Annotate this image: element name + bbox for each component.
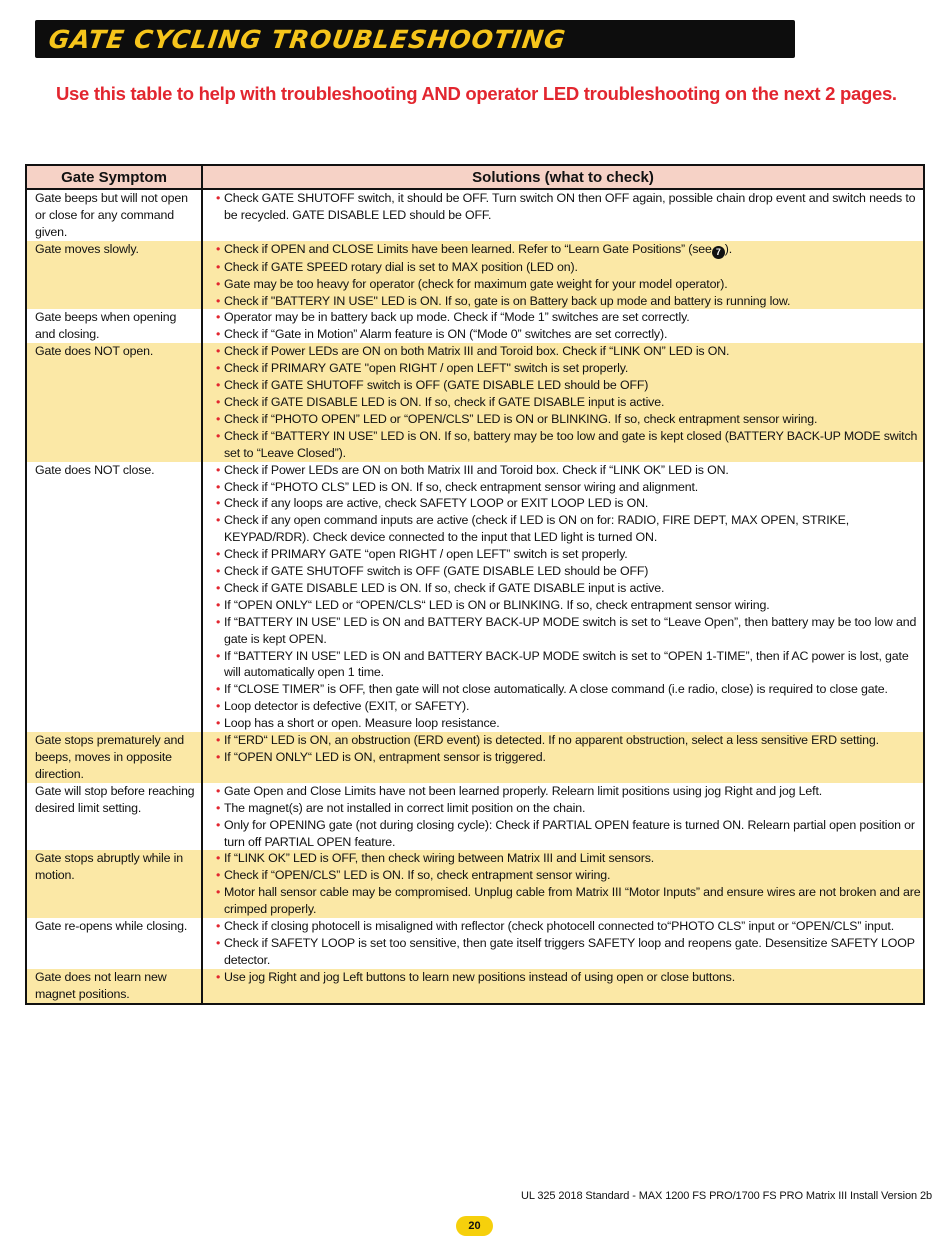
bullet-icon: • bbox=[216, 800, 221, 815]
solution-item bbox=[216, 411, 921, 428]
solution-text: Gate Open and Close Limits have not been learned properly. Relearn limit positions using jog Right and jog Left. bbox=[224, 783, 823, 798]
bullet-icon: • bbox=[216, 614, 221, 629]
bullet-icon: • bbox=[216, 361, 221, 376]
solution-text: Check if any open command inputs are active (check if LED is ON on for: RADIO, FIRE DEPT, MAX OPEN, STRIKE, KEYPAD/RDR). Check device connected to the input that LED light is turned ON. bbox=[224, 513, 850, 545]
solution-item bbox=[216, 309, 921, 326]
solution-text: Check if GATE SPEED rotary dial is set to MAX position (LED on). bbox=[224, 259, 578, 274]
bullet-icon: • bbox=[216, 851, 221, 866]
bullet-icon: • bbox=[216, 969, 221, 984]
table-row bbox=[26, 189, 924, 241]
bullet-icon: • bbox=[216, 276, 221, 291]
bullet-icon: • bbox=[216, 597, 221, 612]
bullet-icon: • bbox=[216, 259, 221, 274]
solution-item bbox=[216, 783, 921, 800]
symptom-cell: Gate does not learn new magnet positions. bbox=[26, 969, 202, 1004]
solution-text: Check if PRIMARY GATE "open RIGHT / open LEFT" switch is set properly. bbox=[224, 361, 629, 376]
troubleshooting-table bbox=[25, 164, 925, 1005]
solutions-cell bbox=[202, 309, 924, 343]
table-row bbox=[26, 732, 924, 783]
solution-text: Check if GATE DISABLE LED is ON. If so, check if GATE DISABLE input is active. bbox=[224, 580, 665, 595]
solutions-cell bbox=[202, 783, 924, 851]
solution-item bbox=[216, 360, 921, 377]
table-row bbox=[26, 850, 924, 918]
reference-suffix: ). bbox=[724, 241, 733, 256]
bullet-icon: • bbox=[216, 496, 221, 511]
bullet-icon: • bbox=[216, 733, 221, 748]
solution-item bbox=[216, 276, 921, 293]
symptom-cell: Gate does NOT open. bbox=[26, 343, 202, 461]
bullet-icon: • bbox=[216, 868, 221, 883]
bullet-icon: • bbox=[216, 783, 221, 798]
solution-text: If “OPEN ONLY“ LED is ON, entrapment sensor is triggered. bbox=[224, 750, 546, 764]
solution-item bbox=[216, 884, 921, 918]
solution-item bbox=[216, 377, 921, 394]
bullet-icon: • bbox=[216, 411, 221, 426]
solution-item bbox=[216, 241, 921, 259]
table-row bbox=[26, 969, 924, 1004]
solution-item bbox=[216, 800, 921, 817]
solution-item bbox=[216, 293, 921, 310]
solution-item bbox=[216, 190, 921, 224]
solution-text: Check if “BATTERY IN USE” LED is ON. If so, battery may be too low and gate is kept closed (BATTERY BACK-UP MODE switch set to “Leave Closed”). bbox=[224, 428, 918, 460]
bullet-icon: • bbox=[216, 293, 221, 308]
solution-item bbox=[216, 935, 921, 969]
solutions-cell bbox=[202, 969, 924, 1004]
bullet-icon: • bbox=[216, 935, 221, 950]
bullet-icon: • bbox=[216, 699, 221, 714]
solution-item bbox=[216, 259, 921, 276]
solution-item bbox=[216, 546, 921, 563]
table-row bbox=[26, 462, 924, 733]
bullet-icon: • bbox=[216, 682, 221, 697]
solution-text: Only for OPENING gate (not during closing cycle): Check if PARTIAL OPEN feature is turned ON. Relearn partial open position or turn off PARTIAL OPEN feature. bbox=[224, 817, 915, 849]
bullet-icon: • bbox=[216, 344, 221, 359]
symptom-cell: Gate re-opens while closing. bbox=[26, 918, 202, 969]
symptom-cell: Gate beeps when opening and closing. bbox=[26, 309, 202, 343]
table-row bbox=[26, 918, 924, 969]
bullet-icon: • bbox=[216, 327, 221, 342]
solution-text: Use jog Right and jog Left buttons to learn new positions instead of using open or close buttons. bbox=[224, 969, 736, 984]
table-row bbox=[26, 309, 924, 343]
table-row bbox=[26, 241, 924, 310]
symptom-cell: Gate stops prematurely and beeps, moves in opposite direction. bbox=[26, 732, 202, 783]
solution-item bbox=[216, 343, 921, 360]
symptom-cell: Gate will stop before reaching desired limit setting. bbox=[26, 783, 202, 851]
table-body bbox=[26, 189, 924, 1004]
header-solutions: Solutions (what to check) bbox=[202, 165, 924, 189]
solution-text: If “BATTERY IN USE” LED is ON and BATTERY BACK-UP MODE switch is set to “OPEN 1-TIME”, then if AC power is lost, gate will automatically open 1 time. bbox=[224, 648, 909, 680]
page-title: GATE CYCLING TROUBLESHOOTING bbox=[46, 24, 568, 54]
solution-item bbox=[216, 495, 921, 512]
solution-text: Operator may be in battery back up mode. Check if “Mode 1” switches are set correctly. bbox=[224, 310, 690, 325]
solution-item bbox=[216, 715, 921, 732]
page-number: 20 bbox=[456, 1216, 493, 1236]
solution-text: Check if “OPEN/CLS” LED is ON. If so, check entrapment sensor wiring. bbox=[224, 868, 611, 883]
solution-text: Check if “PHOTO CLS” LED is ON. If so, check entrapment sensor wiring and alignment. bbox=[224, 479, 699, 494]
solution-item bbox=[216, 918, 921, 935]
solution-text: If “OPEN ONLY“ LED or “OPEN/CLS“ LED is ON or BLINKING. If so, check entrapment sensor wiring. bbox=[224, 597, 770, 612]
solution-text: Check if “Gate in Motion” Alarm feature is ON (“Mode 0” switches are set correctly). bbox=[224, 327, 668, 342]
solution-item bbox=[216, 326, 921, 343]
solution-item bbox=[216, 580, 921, 597]
solution-item bbox=[216, 698, 921, 715]
bullet-icon: • bbox=[216, 394, 221, 409]
solutions-cell bbox=[202, 918, 924, 969]
solution-item bbox=[216, 732, 921, 749]
solution-item bbox=[216, 867, 921, 884]
table-row bbox=[26, 783, 924, 851]
solution-text: Gate may be too heavy for operator (check for maximum gate weight for your model operator). bbox=[224, 276, 728, 291]
solution-text: Check if “PHOTO OPEN” LED or “OPEN/CLS” LED is ON or BLINKING. If so, check entrapment sensor wiring. bbox=[224, 411, 818, 426]
bullet-icon: • bbox=[216, 648, 221, 663]
bullet-icon: • bbox=[216, 716, 221, 731]
symptom-cell: Gate does NOT close. bbox=[26, 462, 202, 733]
solution-text: Check if GATE SHUTOFF switch is OFF (GATE DISABLE LED should be OFF) bbox=[224, 378, 649, 393]
solution-text: Check if PRIMARY GATE “open RIGHT / open LEFT” switch is set properly. bbox=[224, 547, 628, 562]
solution-text: If “LINK OK” LED is OFF, then check wiring between Matrix III and Limit sensors. bbox=[224, 851, 655, 866]
solution-item bbox=[216, 614, 921, 648]
solutions-cell bbox=[202, 732, 924, 783]
solution-item bbox=[216, 817, 921, 851]
solutions-cell bbox=[202, 241, 924, 310]
solutions-cell bbox=[202, 189, 924, 241]
symptom-cell: Gate beeps but will not open or close for any command given. bbox=[26, 189, 202, 241]
symptom-cell: Gate stops abruptly while in motion. bbox=[26, 850, 202, 918]
solution-item bbox=[216, 969, 921, 986]
solution-item bbox=[216, 850, 921, 867]
bullet-icon: • bbox=[216, 462, 221, 477]
solution-item bbox=[216, 462, 921, 479]
symptom-cell: Gate moves slowly. bbox=[26, 241, 202, 310]
bullet-icon: • bbox=[216, 310, 221, 325]
bullet-icon: • bbox=[216, 817, 221, 832]
solution-text: Check GATE SHUTOFF switch, it should be OFF. Turn switch ON then OFF again, possible chain drop event and switch needs to be recycled. GATE DISABLE LED should be OFF. bbox=[224, 191, 916, 222]
bullet-icon: • bbox=[216, 378, 221, 393]
bullet-icon: • bbox=[216, 428, 221, 443]
table-header-row bbox=[26, 165, 924, 189]
solution-text: Loop has a short or open. Measure loop resistance. bbox=[224, 716, 500, 731]
solution-text: Check if OPEN and CLOSE Limits have been learned. Refer to “Learn Gate Positions” (see bbox=[224, 241, 712, 256]
solution-item bbox=[216, 749, 921, 766]
solutions-cell bbox=[202, 343, 924, 461]
instruction-subtitle: Use this table to help with troubleshooting AND operator LED troubleshooting on the next 2 pages. bbox=[56, 83, 897, 104]
solution-text: Check if Power LEDs are ON on both Matrix III and Toroid box. Check if “LINK ON” LED is ON. bbox=[224, 344, 730, 359]
solutions-cell bbox=[202, 462, 924, 733]
footer-text: UL 325 2018 Standard - MAX 1200 FS PRO/1700 FS PRO Matrix III Install Version 2b bbox=[520, 1190, 932, 1202]
solution-item bbox=[216, 563, 921, 580]
solution-item bbox=[216, 597, 921, 614]
solution-text: If “CLOSE TIMER” is OFF, then gate will not close automatically. A close command (i.e radio, close) is required to close gate. bbox=[224, 682, 888, 697]
solution-item bbox=[216, 428, 921, 462]
solution-text: Check if closing photocell is misaligned with reflector (check photocell connected to“PHOTO CLS” input or “OPEN/CLS” input. bbox=[224, 919, 894, 934]
table-row bbox=[26, 343, 924, 461]
header-symptom: Gate Symptom bbox=[26, 165, 202, 189]
bullet-icon: • bbox=[216, 513, 221, 528]
step-reference-badge: 7 bbox=[712, 246, 725, 259]
solution-item bbox=[216, 394, 921, 411]
solutions-cell bbox=[202, 850, 924, 918]
solution-text: If “BATTERY IN USE” LED is ON and BATTERY BACK-UP MODE switch is set to “Leave Open”, then battery may be too low and gate is kept OPEN. bbox=[224, 614, 917, 646]
bullet-icon: • bbox=[216, 580, 221, 595]
bullet-icon: • bbox=[216, 191, 221, 205]
solution-item bbox=[216, 479, 921, 496]
solution-text: Motor hall sensor cable may be compromised. Unplug cable from Matrix III “Motor Inputs” and ensure wires are not broken and are crimped properly. bbox=[224, 885, 921, 917]
solution-text: Check if Power LEDs are ON on both Matrix III and Toroid box. Check if “LINK OK” LED is ON. bbox=[224, 462, 729, 477]
solution-text: Check if GATE DISABLE LED is ON. If so, check if GATE DISABLE input is active. bbox=[224, 394, 665, 409]
bullet-icon: • bbox=[216, 919, 221, 934]
solution-text: Check if GATE SHUTOFF switch is OFF (GATE DISABLE LED should be OFF) bbox=[224, 564, 649, 579]
solution-text: The magnet(s) are not installed in correct limit position on the chain. bbox=[224, 800, 586, 815]
solution-text: Loop detector is defective (EXIT, or SAFETY). bbox=[224, 699, 470, 714]
solution-text: If “ERD“ LED is ON, an obstruction (ERD event) is detected. If no apparent obstruction, select a less sensitive ERD setting. bbox=[224, 733, 879, 748]
bullet-icon: • bbox=[216, 564, 221, 579]
solution-text: Check if any loops are active, check SAFETY LOOP or EXIT LOOP LED is ON. bbox=[224, 496, 649, 511]
solution-item bbox=[216, 681, 921, 698]
bullet-icon: • bbox=[216, 885, 221, 900]
bullet-icon: • bbox=[216, 750, 221, 764]
solution-text: Check if "BATTERY IN USE" LED is ON. If so, gate is on Battery back up mode and battery is running low. bbox=[224, 293, 791, 308]
bullet-icon: • bbox=[216, 241, 221, 256]
solution-item bbox=[216, 648, 921, 682]
bullet-icon: • bbox=[216, 547, 221, 562]
bullet-icon: • bbox=[216, 479, 221, 494]
solution-text: Check if SAFETY LOOP is set too sensitive, then gate itself triggers SAFETY loop and reopens gate. Desensitize SAFETY LOOP detector. bbox=[224, 935, 915, 967]
title-banner bbox=[35, 20, 795, 58]
solution-item bbox=[216, 512, 921, 546]
